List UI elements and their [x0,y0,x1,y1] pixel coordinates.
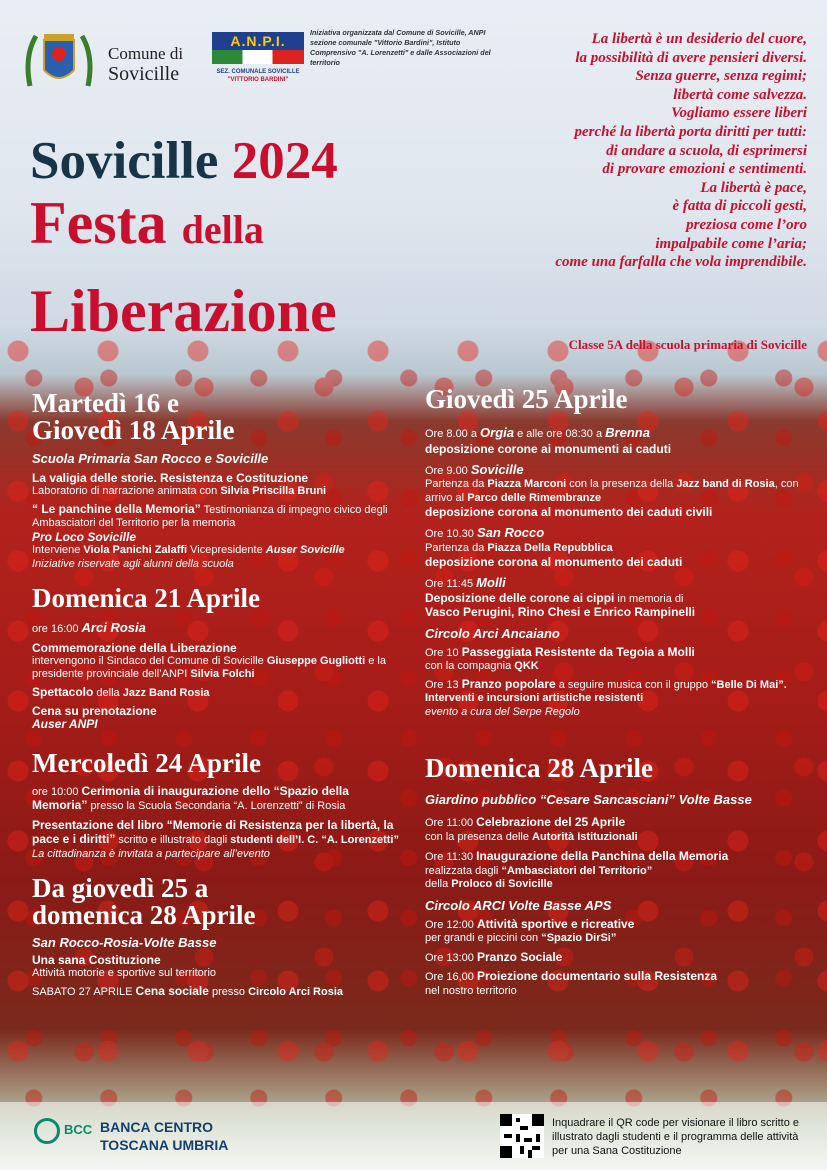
anpi-logo: A.N.P.I. SEZ. COMUNALE SOVICILLE "VITTORIO BARDINI" [212,32,304,90]
poem-line: di andare a scuola, di esprimersi [606,142,807,159]
poem-line: di provare emozioni e sentimenti. [602,161,807,178]
event-title: deposizione corone ai monumenti ai caduti [425,441,672,456]
event-text: intervengono il Sindaco del Comune di Sovicille Giuseppe Gugliotti e la presidente provinciale dell’ANPI Silvia Folchi [32,654,386,680]
event-title: Cena su prenotazione [32,704,157,718]
org: Auser ANPI [32,717,98,731]
poem-credit: Classe 5A della scuola primaria di Sovicille [568,337,807,352]
event-text: Spettacolo della Jazz Band Rosia [32,684,210,699]
event-text: Ore 11:00 Celebrazione del 25 Aprile [425,815,626,829]
day-heading: Domenica 21 Aprile [32,583,260,613]
note: Iniziative riservate agli alunni della scuola [32,557,234,570]
event-title: La valigia delle storie. Resistenza e Costituzione [32,471,309,485]
poem-line: libertà come salvezza. [673,86,807,103]
poem-line: Vogliamo essere liberi [671,105,807,122]
event-text: con la compagnia QKK [425,660,539,672]
event-text: realizzata dagli “Ambasciatori del Territorio” [425,864,653,877]
poem-line: la possibilità di avere pensieri diversi. [575,49,807,66]
event-title: deposizione corona al monumento dei caduti civili [425,505,713,519]
event-text: Ore 12:00 Attività sportive e ricreative [425,916,635,931]
event-text: per grandi e piccini con “Spazio DirSi” [425,932,617,944]
event-text: ore 10:00 Cerimonia di inaugurazione dello “Spazio della Memoria” presso la Scuola Secondaria “A. Lorenzetti” di Rosia [32,783,349,812]
poem-line: Senza guerre, senza regimi; [635,68,807,85]
time-place: Ore 10.30 San Rocco [425,525,545,540]
event-text: Interviene Viola Panichi Zalaffi Vicepresidente Auser Sovicille [32,544,345,556]
title-festa: Festa della [30,190,264,256]
org: Pro Loco Sovicille [32,529,137,544]
title-town-year: Sovicille 2024 [30,132,338,190]
poem-line: La libertà è pace, [700,179,807,196]
sovicille-crest-icon [22,26,96,92]
poem-line: preziosa come l’oro [686,216,807,233]
event-text: Ore 8.00 a Orgia e alle ore 08:30 a Brenna [425,425,650,440]
place: Scuola Primaria San Rocco e Sovicille [32,451,269,466]
time-place: ore 16:00 Arci Rosia [32,620,146,635]
event-title: Una sana Costituzione [32,953,161,967]
day-heading: Mercoledì 24 Aprile [32,747,261,778]
event-text: Ore 13:00 Pranzo Sociale [425,949,563,964]
event-text: Ore 11:30 Inaugurazione della Panchina della Memoria [425,849,729,863]
place: Circolo ARCI Volte Basse APS [425,897,612,913]
title-liberazione: Liberazione [30,278,337,344]
poem-line: La libertà è un desiderio del cuore, [591,31,807,47]
event-text: Ore 10 Passeggiata Resistente da Tegoia a Molli [425,644,695,659]
day-heading: Giovedì 18 Aprile [32,415,235,445]
poem-line: è fatta di piccoli gesti, [672,198,807,215]
event-title: Commemorazione della Liberazione [32,640,237,655]
poem-line: impalpabile come l’aria; [655,235,807,252]
place: Giardino pubblico “Cesare Sancasciani” Volte Basse [425,792,752,807]
poem [487,30,807,272]
note: La cittadinanza è invitata a partecipare all’evento [32,847,270,860]
event-title: deposizione corona al monumento dei caduti [425,555,683,569]
time-place: Ore 9.00 Sovicille [425,461,524,477]
qr-instructions: Inquadrare il QR code per visionare il libro scritto e illustrato dagli studenti e il programma delle attività per una Sana Costituzione [552,1117,800,1157]
names: Vasco Perugini, Rino Chesi e Enrico Rampinelli [425,605,696,619]
bcc-logo-icon [34,1118,60,1144]
qr-code-icon[interactable] [500,1114,544,1158]
day-heading: Da giovedì 25 a [32,873,209,903]
poem-line: come una farfalla che vola imprendibile. [555,254,807,271]
event-text: con la presenza delle Autorità Istituzionali [425,830,638,843]
comune-label: Comune di Sovicille [108,44,184,85]
poem-line: perché la libertà porta diritti per tutti: [574,123,807,140]
day-heading: Domenica 28 Aprile [425,753,653,783]
time-place: Ore 11:45 Molli [425,575,506,590]
event-text: della Proloco di Sovicille [425,878,553,890]
event-text: Ore 16,00 Proiezione documentario sulla Resistenza [425,969,718,983]
event-text: Deposizione delle corone ai cippi in memoria di [425,590,684,605]
right-column [425,386,805,998]
bcc-label: BCC [64,1122,93,1137]
event-text: Ore 13 Pranzo popolare a seguire musica con il gruppo “Belle Di Mai”. Interventi e incursioni artistiche resistenti [425,676,787,704]
bank-name: BANCA CENTRO TOSCANA UMBRIA [100,1119,229,1153]
note: evento a cura del Serpe Regolo [425,705,580,718]
day-heading: domenica 28 Aprile [32,900,256,930]
day-heading: Martedì 16 e [32,388,179,418]
left-column [32,390,402,999]
event-text: Partenza da Piazza Marconi con la presenza della Jazz band di Rosia, con arrivo al Parco delle Rimembranze [425,478,799,504]
event-text: Presentazione del libro “Memorie di Resistenza per la libertà, la pace e i diritti” scritto e illustrato dagli studenti dell’I. C. “A. Lorenzetti” [32,817,399,846]
event-text: SABATO 27 APRILE Cena sociale presso Circolo Arci Rosia [32,983,344,998]
event-text: nel nostro territorio [425,984,517,997]
organizers-text: Iniziativa organizzata dal Comune di Sovicille, ANPI sezione comunale "Vittorio Bardini", Istituto Comprensivo "A. Lorenzetti" e dalle Associazioni del territorio [310,28,491,67]
event-text: Attività motorie e sportive sul territorio [32,967,217,979]
event-text: “ Le panchine della Memoria” Testimonianza di impegno civico degli Ambasciatori del Territorio per la memoria [32,501,388,529]
event-text: Partenza da Piazza Della Repubblica [425,541,613,554]
event-text: Laboratorio di narrazione animata con Silvia Priscilla Bruni [32,485,327,497]
place: Circolo Arci Ancaiano [425,625,560,641]
place: San Rocco-Rosia-Volte Basse [32,935,217,950]
day-heading: Giovedì 25 Aprile [425,384,628,414]
